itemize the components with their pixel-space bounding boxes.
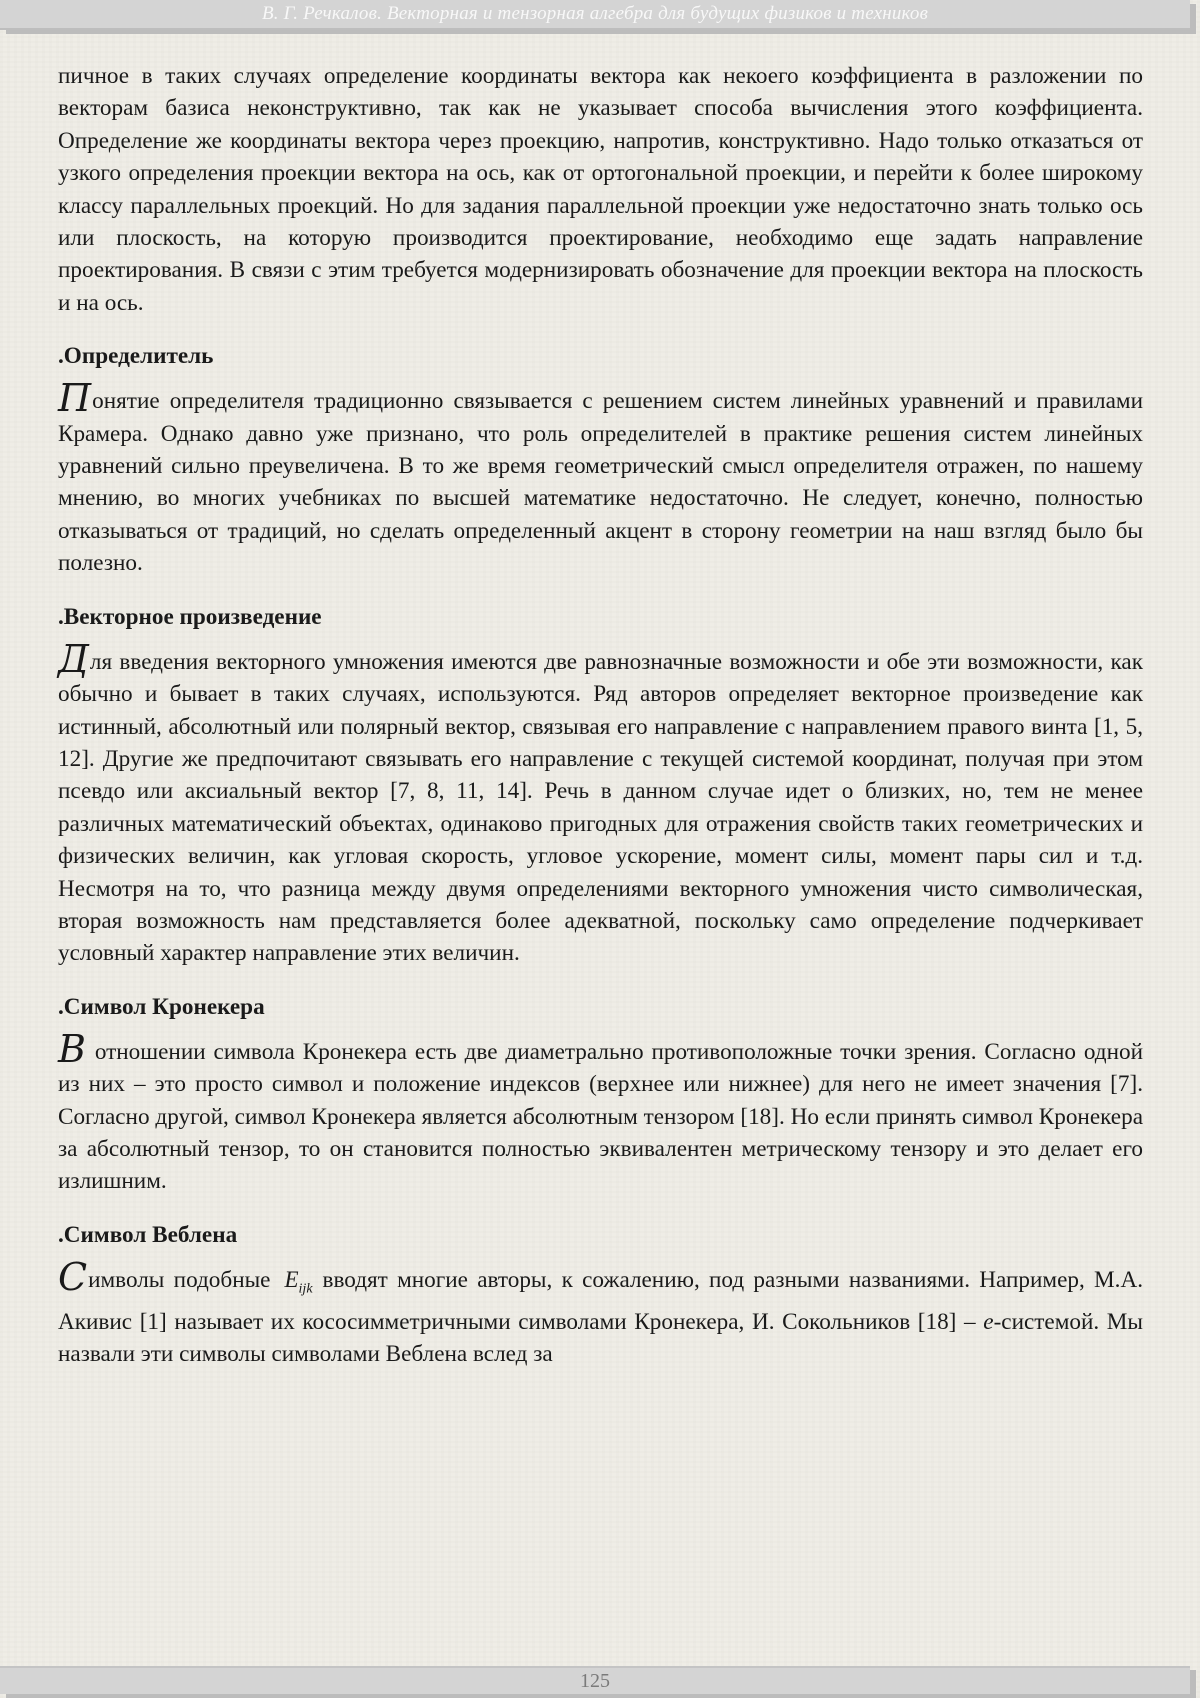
math-symbol-eijk [270, 1267, 322, 1292]
page-content [58, 60, 1143, 1371]
section-paragraph-vector-product [58, 646, 1143, 970]
paragraph-text: вводят многие авторы, к сожалению, под разными названиями. Например, М.А. Акивис [1] называет их кососимметричными символами Кронекера, И. Сокольников [18] – [58, 1267, 1143, 1335]
section-paragraph-determinant [58, 385, 1143, 579]
section-heading-kronecker: .Символ Кронекера [58, 992, 1143, 1022]
page-footer [0, 1666, 1190, 1694]
italic-e: e [983, 1309, 993, 1335]
section-heading-vector-product: .Векторное произведение [58, 602, 1143, 632]
section-heading-determinant: .Определитель [58, 341, 1143, 371]
drop-cap: В [58, 1027, 86, 1071]
math-symbol: E [284, 1267, 298, 1292]
paragraph-text: имволы подобные [88, 1267, 270, 1293]
drop-cap: П [58, 376, 91, 420]
paragraph-text: ля введения векторного умножения имеются две равнозначные возможности и обе эти возможности, как обычно и бывает в таких случаях, используются. Ряд авторов определяет векторное произведение как истинный, абсолютный или полярный вектор, связывая его направление с направлением правого винта [1, 5, 12]. Другие же предпочитают связывать его направление с текущей системой координат, получая при этом псевдо или аксиальный вектор [7, 8, 11, 14]. Речь в данном случае идет о близких, но, тем не менее различных математический объектах, одинаково пригодных для отражения свойств таких геометрических и физических величин, как угловая скорость, угловое ускорение, момент силы, момент пары сил и т.д. Несмотря на то, что разница между двумя определениями векторного умножения чисто символическая, вторая возможность нам представляется более адекватной, поскольку само определение подчеркивает условный характер направление этих величин. [58, 649, 1143, 967]
math-subscript: ijk [299, 1281, 313, 1296]
section-paragraph-veblen [58, 1264, 1143, 1371]
running-header [0, 0, 1190, 30]
page-number: 125 [580, 1670, 610, 1692]
drop-cap: Д [58, 637, 89, 681]
running-title: В. Г. Речкалов. Векторная и тензорная алгебра для будущих физиков и техников [262, 3, 928, 24]
section-heading-veblen: .Символ Веблена [58, 1220, 1143, 1250]
paragraph-text: онятие определителя традиционно связывается с решением систем линейных уравнений и правилами Крамера. Однако давно уже признано, что роль определителей в практике решения систем линейных уравнений сильно преувеличена. В то же время геометрический смысл определителя отражен, по нашему мнению, во многих учебниках по высшей математике недостаточно. Не следует, конечно, полностью отказываться от традиций, но сделать определенный акцент в сторону геометрии на наш взгляд было бы полезно. [58, 388, 1143, 576]
paragraph-text: отношении символа Кронекера есть две диаметрально противоположные точки зрения. Согласно одной из них – это просто символ и положение индексов (верхнее или нижнее) для него не имеет значения [7]. Согласно другой, символ Кронекера является абсолютным тензором [18]. Но если принять символ Кронекера за абсолютный тензор, то он становится полностью эквивалентен метрическому тензору и это делает его излишним. [58, 1039, 1143, 1195]
page [0, 0, 1200, 1698]
intro-paragraph: пичное в таких случаях определение координаты вектора как некоего коэффициента в разложении по векторам базиса неконструктивно, так как не указывает способа вычисления этого коэффициента. Определение же координаты вектора через проекцию, напротив, конструктивно. Надо только отказаться от узкого определения проекции вектора на ось, как от ортогональной проекции, и перейти к более широкому классу параллельных проекций. Но для задания параллельной проекции уже недостаточно знать только ось или плоскость, на которую производится проектирование, необходимо еще задать направление проектирования. В связи с этим требуется модернизировать обозначение для проекции вектора на плоскость и на ось. [58, 60, 1143, 319]
section-paragraph-kronecker [58, 1036, 1143, 1198]
drop-cap: С [58, 1255, 87, 1299]
paragraph-text: -системой. Мы назвали эти символы символами Веблена вслед за [58, 1309, 1143, 1367]
